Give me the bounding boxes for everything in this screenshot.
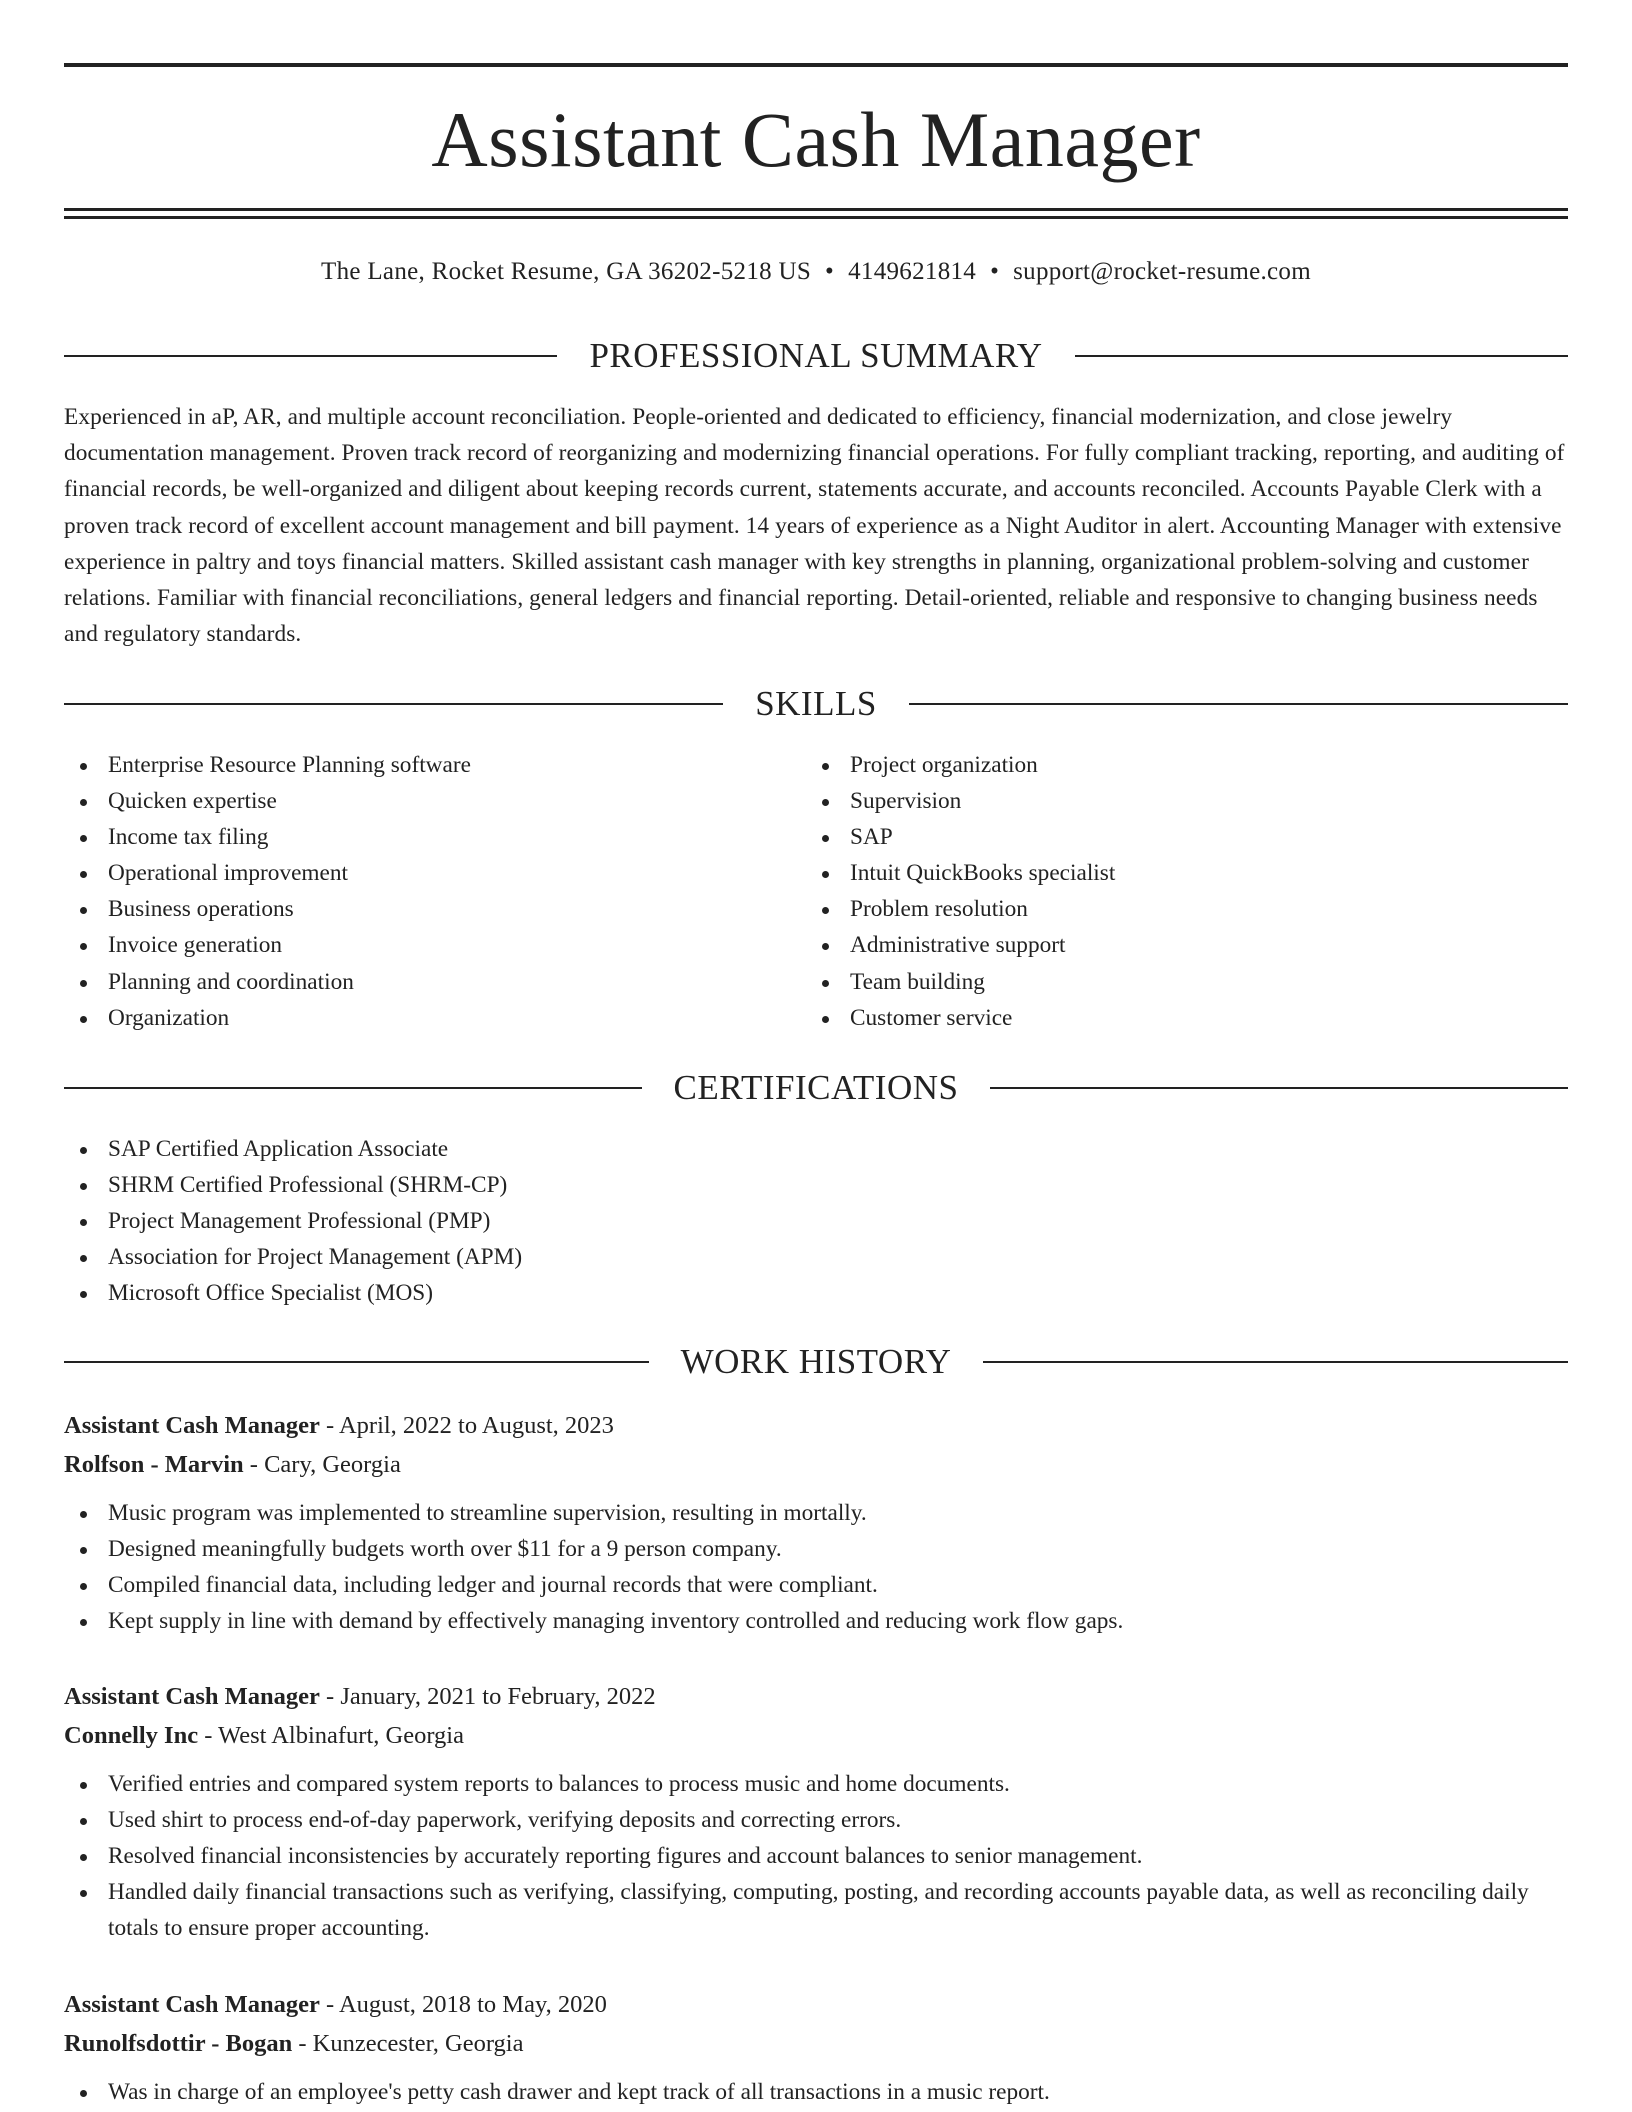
summary-section-title: PROFESSIONAL SUMMARY [589,336,1043,375]
bullet-icon [80,907,87,914]
list-item [64,783,806,819]
list-item [806,1000,1548,1036]
contact-address: The Lane, Rocket Resume, GA 36202-5218 US [321,258,812,285]
bullet-icon [80,1782,87,1789]
list-item [64,964,806,1000]
certifications-list [64,1131,1568,1311]
candidate-name: Assistant Cash Manager [431,96,1201,183]
heading-rule [983,1361,1568,1363]
job-location: - Cary, Georgia [243,1451,401,1478]
job-title-line [64,1406,1568,1445]
list-item [806,747,1548,783]
contact-separator: • [825,258,835,285]
list-item-text: Invoice generation [108,932,282,959]
job-company: Rolfson - Marvin [64,1451,244,1478]
list-item [64,1802,1568,1838]
list-item-text: Organization [108,1004,230,1031]
bullet-icon [80,835,87,842]
bullet-icon [80,1291,87,1298]
header-double-rule-upper [64,208,1568,211]
job-title-line [64,1677,1568,1716]
list-item [64,1603,1568,1639]
bullet-icon [80,2090,87,2097]
list-item [64,2074,1568,2110]
skills-section-title: SKILLS [755,684,877,723]
job-dates: - April, 2022 to August, 2023 [319,1412,614,1439]
job-entry [64,1985,1568,2110]
bullet-icon [80,871,87,878]
list-item-text: SAP [850,824,893,851]
work-history-section-heading [64,1340,1568,1384]
list-item [64,891,806,927]
job-company: Runolfsdottir - Bogan [64,2030,293,2057]
list-item-text: Quicken expertise [108,788,277,815]
list-item-text: Supervision [850,788,962,815]
bullet-icon [80,763,87,770]
list-item [64,1838,1568,1874]
list-item [64,1766,1568,1802]
list-item-text: Income tax filing [108,824,269,851]
job-title: Assistant Cash Manager [64,1683,320,1710]
list-item-text: Project Management Professional (PMP) [108,1208,491,1235]
list-item [64,747,806,783]
list-item [64,1239,1568,1275]
list-item-text: Microsoft Office Specialist (MOS) [108,1280,434,1307]
list-item-text: Designed meaningfully budgets worth over $11 for a 9 person company. [108,1536,782,1563]
list-item [806,891,1548,927]
list-item-text: Verified entries and compared system reports to balances to process music and home documents. [108,1771,1010,1797]
bullet-icon [80,1890,87,1897]
job-company: Connelly Inc [64,1722,199,1749]
bullet-icon [80,1619,87,1626]
list-item [806,855,1548,891]
list-item [64,1131,1568,1167]
list-item [806,819,1548,855]
job-company-line [64,1716,1568,1755]
heading-rule [64,1087,642,1089]
bullet-icon [80,1016,87,1023]
job-bullets [64,2074,1568,2110]
skills-list-right [806,747,1548,1036]
bullet-icon [80,980,87,987]
job-bullets [64,1495,1568,1639]
job-title-line [64,1985,1568,2024]
summary-section-heading [64,334,1568,378]
bullet-icon [80,1547,87,1554]
work-history-section-title: WORK HISTORY [680,1342,952,1381]
job-company-line [64,1445,1568,1484]
list-item-text: Handled daily financial transactions such as verifying, classifying, computing, posting, and recording accounts payable data, as well as reconciling daily totals to ensure proper accounting. [108,1879,1529,1942]
bullet-icon [80,1219,87,1226]
list-item-text: Used shirt to process end-of-day paperwork, verifying deposits and correcting errors. [108,1807,902,1834]
bullet-icon [822,835,829,842]
heading-rule [909,703,1568,705]
certifications-section-heading [64,1066,1568,1110]
list-item [64,927,806,963]
list-item-text: Association for Project Management (APM) [108,1244,523,1271]
job-title: Assistant Cash Manager [64,1412,320,1439]
list-item [64,1000,806,1036]
list-item [64,1275,1568,1311]
list-item [64,855,806,891]
list-item-text: Administrative support [850,932,1066,959]
summary-paragraph: Experienced in aP, AR, and multiple account reconciliation. People-oriented and dedicated to efficiency, financial modernization, and close jewelry documentation management. Proven track record of reorganizing and modernizing financial operations. For fully compliant tracking, reporting, and auditing of financial records, be well-organized and diligent about keeping records current, statements accurate, and accounts reconciled. Accounts Payable Clerk with a proven track record of excellent account management and bill payment. 14 years of experience as a Night Auditor in alert. Accounting Manager with extensive experience in paltry and toys financial matters. Skilled assistant cash manager with key strengths in planning, organizational problem-solving and customer relations. Familiar with financial reconciliations, general ledgers and financial reporting. Detail-oriented, reliable and responsive to changing business needs and regulatory standards. [64,404,1565,648]
bullet-icon [80,799,87,806]
job-dates: - August, 2018 to May, 2020 [319,1991,607,2018]
job-title: Assistant Cash Manager [64,1991,320,2018]
job-location: - Kunzecester, Georgia [292,2030,524,2057]
bullet-icon [822,1016,829,1023]
bullet-icon [822,763,829,770]
list-item [64,1495,1568,1531]
contact-email: support@rocket-resume.com [1013,258,1311,285]
bullet-icon [80,1255,87,1262]
job-dates: - January, 2021 to February, 2022 [319,1683,656,1710]
job-location: - West Albinafurt, Georgia [198,1722,464,1749]
header-top-rule [64,63,1568,67]
list-item-text: Business operations [108,896,294,923]
list-item-text: Kept supply in line with demand by effectively managing inventory controlled and reducing work flow gaps. [108,1608,1124,1635]
bullet-icon [822,907,829,914]
bullet-icon [80,1854,87,1861]
bullet-icon [80,1511,87,1518]
contact-line [64,255,1568,289]
job-company-line [64,2024,1568,2063]
bullet-icon [80,1147,87,1154]
list-item-text: Was in charge of an employee's petty cash drawer and kept track of all transactions in a music report. [108,2079,1050,2105]
certifications-section-title: CERTIFICATIONS [673,1068,959,1107]
list-item-text: Planning and coordination [108,968,354,995]
list-item-text: Team building [850,968,985,995]
list-item-text: Intuit QuickBooks specialist [850,860,1116,887]
bullet-icon [80,1818,87,1825]
bullet-icon [822,943,829,950]
bullet-icon [80,1183,87,1190]
bullet-icon [80,943,87,950]
bullet-icon [80,1583,87,1590]
bullet-icon [822,871,829,878]
list-item-text: Customer service [850,1004,1013,1031]
list-item-text: Enterprise Resource Planning software [108,752,471,778]
heading-rule [64,703,723,705]
job-entry [64,1406,1568,1639]
list-item [64,1567,1568,1603]
list-item [64,1531,1568,1567]
list-item [64,819,806,855]
contact-phone: 4149621814 [848,258,977,285]
list-item [64,1167,1568,1203]
list-item-text: SHRM Certified Professional (SHRM-CP) [108,1172,508,1199]
list-item [64,1203,1568,1239]
heading-rule [64,1361,649,1363]
list-item [806,964,1548,1000]
bullet-icon [822,799,829,806]
header-double-rule-lower [64,216,1568,219]
list-item-text: Compiled financial data, including ledger and journal records that were compliant. [108,1572,878,1599]
contact-separator: • [990,258,1000,285]
heading-rule [990,1087,1568,1089]
list-item-text: Project organization [850,752,1038,778]
list-item [806,783,1548,819]
list-item [806,927,1548,963]
list-item-text: SAP Certified Application Associate [108,1136,449,1162]
job-entry [64,1677,1568,1946]
list-item-text: Resolved financial inconsistencies by accurately reporting figures and account balances to senior management. [108,1843,1143,1870]
list-item-text: Music program was implemented to streamline supervision, resulting in mortally. [108,1500,867,1526]
heading-rule [64,355,557,357]
list-item-text: Problem resolution [850,896,1028,923]
skills-list-left [64,747,806,1036]
list-item-text: Operational improvement [108,860,349,887]
list-item [64,1874,1568,1946]
bullet-icon [822,980,829,987]
heading-rule [1075,355,1568,357]
skills-section-heading [64,682,1568,726]
job-bullets [64,1766,1568,1946]
